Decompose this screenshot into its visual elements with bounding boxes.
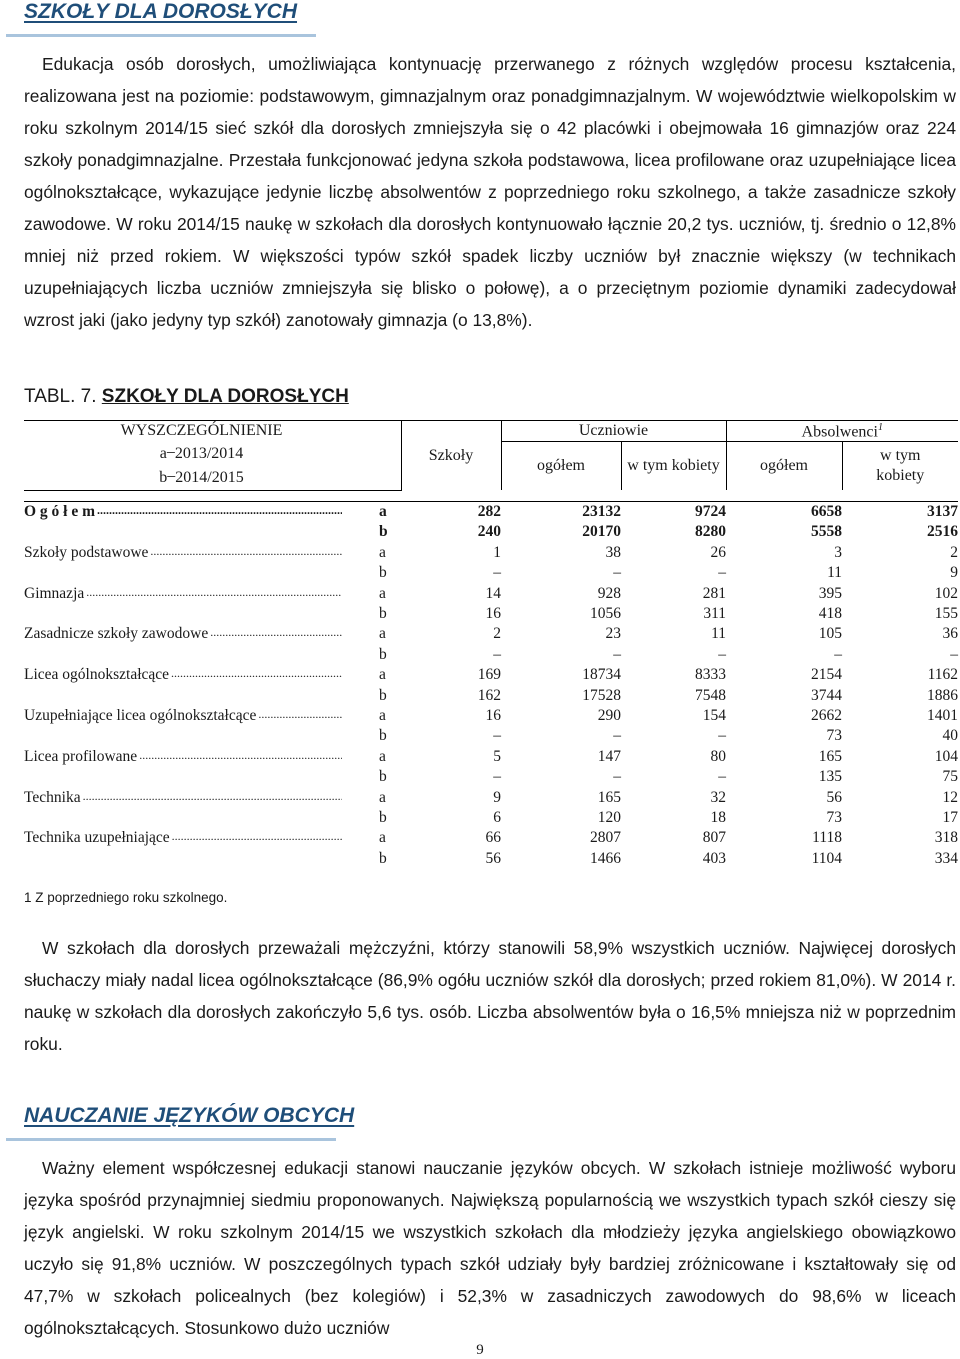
heading-underline-rule (6, 1138, 336, 1141)
cell-value: – (718, 727, 726, 745)
cell-value: 11 (711, 625, 726, 643)
cell-value: 403 (702, 849, 726, 867)
table-row (24, 726, 958, 746)
header-graduates-total: ogółem (726, 442, 842, 491)
cell-value: 2 (950, 543, 958, 561)
summary-paragraph: W szkołach dla dorosłych przeważali mężczyźni, którzy stanowili 58,9% wszystkich uczniów. Najwięcej dorosłych słuchaczy miały nadal licea ogólnokształcące (86,9% ogółu uczniów szkół dla dorosłych; przed rokiem 81,0%). W 2014 r. naukę w szkołach dla dorosłych zakończyło 5,6 tys. osób. Liczba absolwentów była o 16,5% mniejsza niż w poprzednim roku. (24, 938, 956, 1054)
cell-value: 73 (826, 727, 842, 745)
table-row (24, 685, 958, 705)
header-schools: Szkoły (401, 421, 501, 491)
cell-value: – (613, 727, 621, 745)
cell-value: 16 (485, 605, 501, 623)
row-year-marker: b (379, 768, 387, 786)
cell-value: – (493, 564, 501, 582)
cell-value: 14 (485, 584, 501, 602)
row-label (24, 604, 379, 624)
cell-value: 105 (818, 625, 842, 643)
row-label (24, 726, 379, 746)
cell-value: – (834, 645, 842, 663)
cell-value: 281 (702, 584, 726, 602)
table-row (24, 604, 958, 624)
table-number: TABL. 7. (24, 386, 102, 407)
row-label (24, 808, 379, 828)
row-year-marker: a (379, 503, 387, 521)
row-year-marker: a (379, 747, 386, 765)
cell-value: 6 (493, 808, 501, 826)
cell-value: 7548 (695, 686, 726, 704)
cell-value: 1162 (927, 666, 958, 684)
cell-value: – (718, 768, 726, 786)
cell-value: 418 (818, 605, 842, 623)
cell-value: 18734 (582, 666, 621, 684)
cell-value: 23 (605, 625, 621, 643)
row-year-marker: b (379, 727, 387, 745)
cell-value: 8333 (695, 666, 726, 684)
cell-value: – (613, 645, 621, 663)
row-label: Zasadnicze szkoły zawodowe ..... (24, 624, 379, 644)
cell-value: – (613, 564, 621, 582)
cell-value: 2 (493, 625, 501, 643)
cell-value: 169 (477, 666, 501, 684)
table-row (24, 849, 958, 869)
cell-value: 17 (942, 808, 958, 826)
row-year-marker: a (379, 666, 386, 684)
table-row (24, 767, 958, 787)
cell-value: 1104 (811, 849, 842, 867)
cell-value: – (718, 564, 726, 582)
cell-value: 80 (710, 747, 726, 765)
row-year-marker: a (379, 543, 386, 561)
cell-value: 2807 (590, 829, 621, 847)
cell-value: 56 (485, 849, 501, 867)
header-spec: WYSZCZEGÓLNIENIE (24, 421, 379, 442)
row-year-marker: b (379, 849, 387, 867)
header-students: Uczniowie (501, 421, 726, 442)
cell-value: 9724 (695, 503, 726, 521)
cell-value: 147 (597, 747, 621, 765)
table-body (24, 501, 958, 869)
row-label: Licea profilowane ..... (24, 747, 379, 767)
row-label: Technika ..... (24, 787, 379, 807)
cell-value: 66 (485, 829, 501, 847)
cell-value: 1401 (927, 706, 958, 724)
cell-value: – (493, 727, 501, 745)
row-year-marker: a (379, 829, 386, 847)
row-label: Licea ogólnokształcące ..... (24, 665, 379, 685)
row-label (24, 685, 379, 705)
table-row (24, 543, 958, 563)
table-footnote: 1 Z poprzedniego roku szkolnego. (24, 890, 228, 905)
table-row (24, 501, 958, 522)
cell-value: 40 (942, 727, 958, 745)
cell-value: 165 (818, 747, 842, 765)
header-year-b: b ̶ 2014/2015 (24, 466, 379, 491)
cell-value: 1118 (812, 829, 842, 847)
section-heading-adult-schools: SZKOŁY DLA DOROSŁYCH (24, 0, 298, 23)
row-label (24, 767, 379, 787)
row-year-marker: a (379, 584, 386, 602)
cell-value: 282 (477, 503, 501, 521)
table-row (24, 624, 958, 644)
table-title (24, 386, 349, 408)
table-row (24, 747, 958, 767)
cell-value: 395 (818, 584, 842, 602)
cell-value: 11 (827, 564, 842, 582)
cell-value: 318 (934, 829, 958, 847)
cell-value: 3137 (927, 503, 958, 521)
row-year-marker: b (379, 564, 387, 582)
cell-value: 23132 (582, 503, 621, 521)
cell-value: 1886 (927, 686, 958, 704)
cell-value: 73 (826, 808, 842, 826)
cell-value: 26 (710, 543, 726, 561)
cell-value: 5 (493, 747, 501, 765)
row-year-marker: b (379, 808, 387, 826)
cell-value: 1 (493, 543, 501, 561)
cell-value: 9 (950, 564, 958, 582)
table-row (24, 706, 958, 726)
cell-value: 75 (942, 768, 958, 786)
row-year-marker: a (379, 625, 386, 643)
adult-schools-table (24, 420, 958, 869)
header-year-a: a ̶ 2013/2014 (159, 444, 244, 462)
header-graduates-women: w tym kobiety (842, 442, 958, 491)
row-year-marker: b (379, 605, 387, 623)
cell-value: – (613, 768, 621, 786)
cell-value: 5558 (811, 523, 842, 541)
cell-value: 240 (477, 523, 501, 541)
row-year-marker: b (379, 686, 387, 704)
row-label (24, 563, 379, 583)
row-label: Szkoły podstawowe ..... (24, 543, 379, 563)
row-label: Gimnazja ..... (24, 583, 379, 603)
cell-value: 2154 (811, 666, 842, 684)
row-label: O g ó ł e m ..... (24, 501, 379, 522)
header-bottom-rule (24, 490, 958, 501)
row-label: Technika uzupełniające ..... (24, 828, 379, 848)
cell-value: 334 (934, 849, 958, 867)
table-row (24, 645, 958, 665)
table-row (24, 665, 958, 685)
row-label (24, 849, 379, 869)
cell-value: – (950, 645, 958, 663)
section-heading-foreign-languages: NAUCZANIE JĘZYKÓW OBCYCH (24, 1104, 355, 1127)
header-students-women: w tym kobiety (621, 442, 726, 491)
cell-value: 18 (710, 808, 726, 826)
cell-value: 155 (934, 605, 958, 623)
cell-value: – (718, 645, 726, 663)
table-row (24, 787, 958, 807)
table-row (24, 563, 958, 583)
cell-value: – (493, 768, 501, 786)
cell-value: 1056 (590, 605, 621, 623)
heading-underline-rule (6, 34, 316, 37)
table-row (24, 828, 958, 848)
languages-paragraph: Ważny element współczesnej edukacji stanowi nauczanie języków obcych. W szkołach istnieje możliwość wyboru języka spośród przynajmniej siedmiu proponowanych. Największą popularnością we wszystkich typach szkół cieszy się język angielski. W roku szkolnym 2014/15 we wszystkich szkołach dla młodzieży języka angielskiego obowiązkowo uczyło się 91,8% uczniów. W poszczególnych typach szkół udziały były bardziej zróżnicowane i kształtowały się od 47,7% w szkołach policealnych (bez kolegiów) i 52,3% w zasadniczych zawodowych do 98,6% w liceach ogólnokształcących. Stosunkowo dużo uczniów (24, 1158, 956, 1338)
row-label: Uzupełniające licea ogólnokształcące ..... (24, 706, 379, 726)
cell-value: 56 (826, 788, 842, 806)
cell-value: 135 (818, 768, 842, 786)
cell-value: – (493, 645, 501, 663)
cell-value: 3 (834, 543, 842, 561)
cell-value: 928 (597, 584, 621, 602)
row-year-marker: b (379, 645, 387, 663)
cell-value: 154 (702, 706, 726, 724)
row-label (24, 522, 379, 542)
row-year-marker: a (379, 788, 386, 806)
cell-value: 290 (597, 706, 621, 724)
cell-value: 1466 (590, 849, 621, 867)
cell-value: 16 (485, 706, 501, 724)
cell-value: 2516 (927, 523, 958, 541)
cell-value: 20170 (582, 523, 621, 541)
row-year-marker: b (379, 523, 388, 541)
cell-value: 102 (934, 584, 958, 602)
row-label (24, 645, 379, 665)
intro-paragraph: Edukacja osób dorosłych, umożliwiająca kontynuację przerwanego z różnych względów procesu kształcenia, realizowana jest na poziomie: podstawowym, gimnazjalnym oraz ponadgimnazjalnym. W województwie wielkopolskim w roku szkolnym 2014/15 sieć szkół dla dorosłych zmniejszyła się o 42 placówki i obejmowała 16 gimnazjów oraz 224 szkoły ponadgimnazjalne. Przestała funkcjonować jedyna szkoła podstawowa, licea profilowane oraz uzupełniające licea ogólnokształcące, wykazujące jedynie liczbę absolwentów z poprzedniego roku szkolnego, a także zasadnicze szkoły zawodowe. W roku 2014/15 naukę w szkołach dla dorosłych kontynuowało łącznie 20,2 tys. uczniów, tj. średnio o 12,8% mniej niż przed rokiem. W większości typów szkół spadek liczby uczniów był znacznie większy (w technikach uzupełniających liczba uczniów zmniejszyła się blisko o połowę), a o przeciętnym poziomie dynamiki zadecydował wzrost jaki (jako jedyny typ szkół) zanotowały gimnazja (o 13,8%). (24, 54, 956, 330)
cell-value: 120 (597, 808, 621, 826)
header-students-total: ogółem (501, 442, 621, 491)
cell-value: 165 (597, 788, 621, 806)
cell-value: 162 (477, 686, 501, 704)
table-row (24, 583, 958, 603)
table-row (24, 808, 958, 828)
cell-value: 6658 (811, 503, 842, 521)
cell-value: 3744 (811, 686, 842, 704)
cell-value: 12 (942, 788, 958, 806)
table-row (24, 522, 958, 542)
row-year-marker: a (379, 706, 386, 724)
cell-value: 2662 (811, 706, 842, 724)
cell-value: 36 (942, 625, 958, 643)
page-number: 9 (476, 1342, 484, 1358)
cell-value: 311 (703, 605, 726, 623)
cell-value: 104 (934, 747, 958, 765)
cell-value: 38 (605, 543, 621, 561)
header-graduates: Absolwenci$^1$ (726, 421, 958, 442)
cell-value: 9 (493, 788, 501, 806)
cell-value: 8280 (695, 523, 726, 541)
table-title-main: SZKOŁY DLA DOROSŁYCH (101, 386, 349, 407)
cell-value: 807 (702, 829, 726, 847)
cell-value: 32 (710, 788, 726, 806)
cell-value: 17528 (582, 686, 621, 704)
